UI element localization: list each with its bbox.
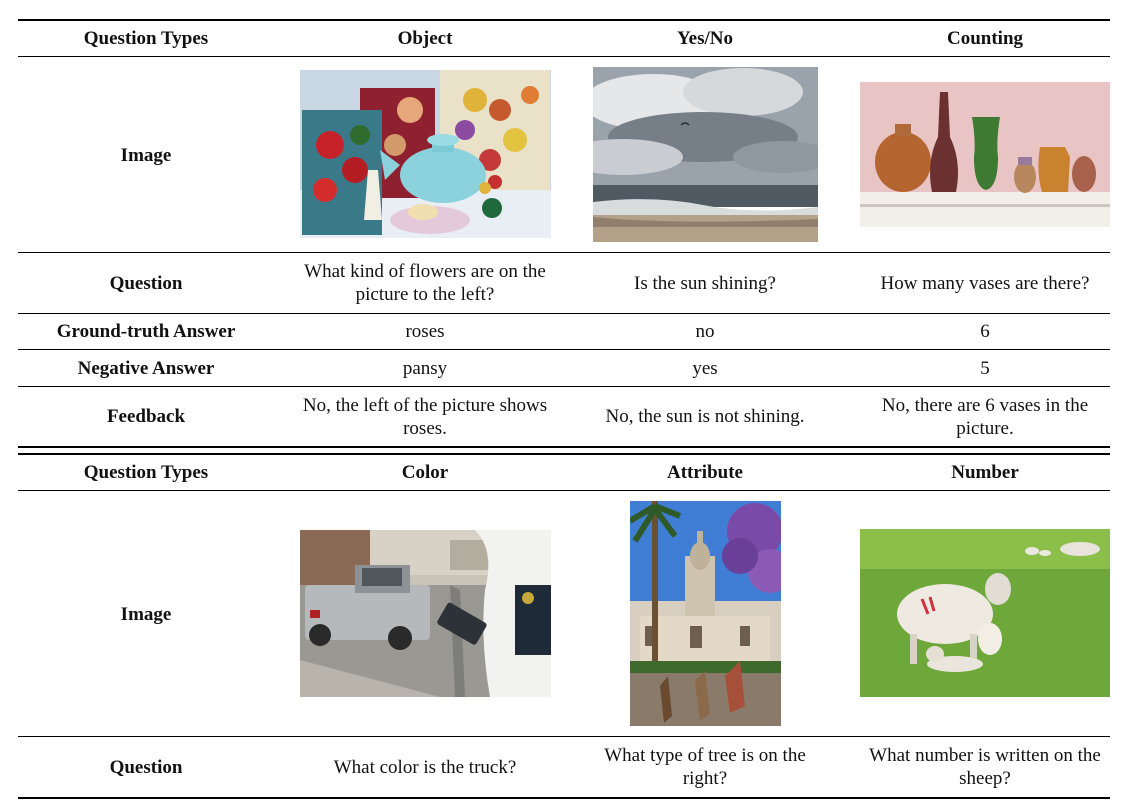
table1-gt-counting: 6 [980, 321, 990, 342]
table1-gt-yesno: no [695, 321, 715, 342]
table1-row-label-negative: Negative Answer [77, 357, 215, 379]
table1-header-object: Object [397, 27, 453, 49]
table1-neg-counting: 5 [980, 357, 990, 379]
table1-neg-object: pansy [402, 357, 448, 379]
table2-header-attribute: Attribute [667, 461, 743, 483]
table2-header-color: Color [401, 461, 449, 483]
vases-photo [860, 82, 1110, 227]
table1-header-question-types: Question Types [83, 27, 209, 49]
table1-neg-yesno: yes [692, 357, 718, 379]
table1-image-rule [18, 252, 1110, 253]
table1-feedback-object: No, the left of the picture shows roses. [302, 394, 548, 439]
teapot-flowers-photo [300, 70, 551, 238]
table2-header-rule [18, 490, 1110, 491]
table1-feedback-counting: No, there are 6 vases in the picture. [881, 394, 1089, 439]
table2-bottom-rule [18, 797, 1110, 799]
table2-question-attribute: What type of tree is on the right? [604, 745, 806, 789]
table1-top-rule [18, 19, 1110, 21]
table1-question-rule [18, 313, 1110, 314]
table1-image-label: Image [120, 144, 172, 166]
cloudy-beach-photo [593, 67, 818, 242]
table1-neg-rule [18, 386, 1110, 387]
table2-question-color: What color is the truck? [333, 756, 517, 778]
table1-row-label-ground-truth: Ground-truth Answer [56, 321, 236, 342]
table1-question-object: What kind of flowers are on the picture to the left? [304, 261, 546, 305]
table1-header-rule [18, 56, 1110, 57]
table1-header-counting: Counting [946, 27, 1024, 49]
table2-row-label-question: Question [109, 756, 183, 778]
sheep-field-photo [860, 529, 1110, 697]
table1-question-counting: How many vases are there? [880, 272, 1090, 294]
palm-cathedral-photo [630, 501, 781, 726]
table2-top-rule [18, 453, 1110, 455]
table1-question-yesno: Is the sun shining? [634, 272, 776, 294]
table1-gt-rule [18, 349, 1110, 350]
table2-header-question-types: Question Types [83, 461, 209, 483]
table1-row-label-question: Question [109, 272, 183, 294]
table1-gt-object: roses [405, 321, 445, 342]
table1-bottom-rule [18, 446, 1110, 448]
table2-question-number: What number is written on the sheep? [869, 745, 1101, 789]
truck-parking-photo [300, 530, 551, 697]
table2-header-number: Number [951, 461, 1019, 483]
table2-image-label: Image [120, 603, 172, 625]
table1-header-yesno: Yes/No [677, 27, 733, 49]
table1-row-label-feedback: Feedback [106, 406, 186, 427]
table1-feedback-yesno: No, the sun is not shining. [605, 406, 805, 427]
table2-image-rule [18, 736, 1110, 737]
